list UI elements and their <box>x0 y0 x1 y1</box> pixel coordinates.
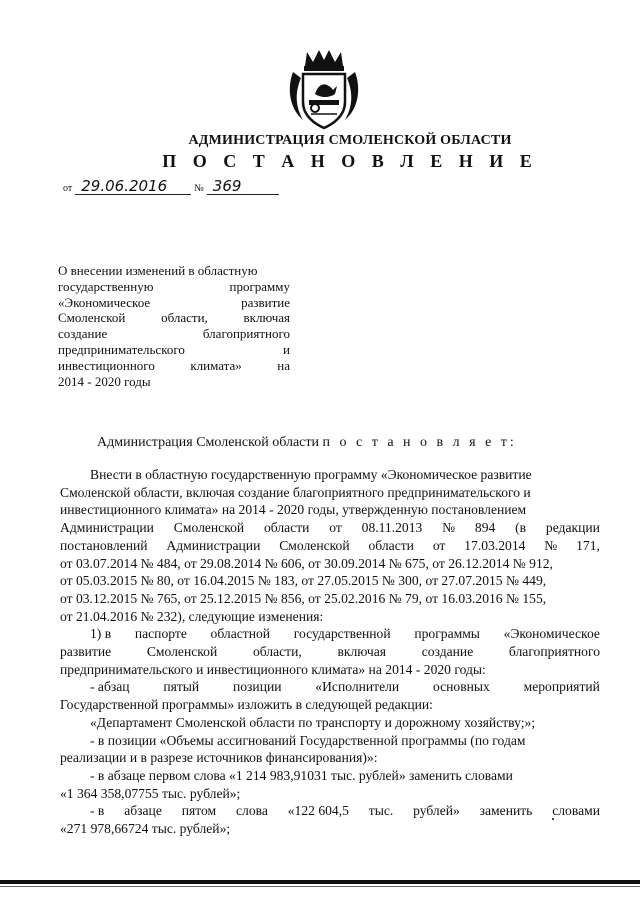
subject-line <box>58 310 290 326</box>
body-line <box>60 767 600 785</box>
body-word: «1 364 358,07755 тыс. рублей»; <box>60 785 241 801</box>
subject-word: инвестиционного <box>58 357 155 373</box>
body-word: 894 <box>474 520 496 536</box>
subject-word: развитие <box>241 294 290 310</box>
subject-word: области, <box>161 310 208 326</box>
subject-line <box>58 342 290 358</box>
body-word: 171, <box>576 537 600 553</box>
body-word: заменить <box>479 803 533 819</box>
body-word: пятом <box>181 803 217 819</box>
body-line <box>60 519 600 537</box>
body-word: «271 978,66724 тыс. рублей»; <box>60 821 231 837</box>
body-word: пятый <box>163 679 200 695</box>
body-word: Администрации <box>166 537 261 553</box>
body-line <box>60 643 600 661</box>
footer-rule <box>0 880 640 884</box>
body-line <box>60 590 600 608</box>
body-word: программы <box>414 626 480 642</box>
body-line <box>60 749 600 767</box>
subject-line <box>58 279 290 295</box>
body-word: «Экономическое <box>503 626 600 642</box>
body-word: Государственной программы» изложить в следующей редакции: <box>60 697 433 713</box>
body-word: государственной <box>293 626 391 642</box>
body-line <box>60 484 600 502</box>
subject-word: и <box>283 341 290 357</box>
date-number-line <box>63 178 279 195</box>
body-word: «Исполнители <box>315 679 400 695</box>
subject-word: благоприятного <box>202 326 290 342</box>
body-word: - в абзаце первом слова «1 214 983,91031 тыс. рублей» заменить словами <box>90 767 513 783</box>
subject-word: «Экономическое <box>58 294 151 310</box>
body-line <box>60 696 600 714</box>
body-line <box>60 732 600 750</box>
scan-speck <box>552 818 554 820</box>
body-word: - абзац <box>90 679 130 695</box>
body-line <box>60 625 600 643</box>
body-line <box>60 661 600 679</box>
body-word: рублей» <box>413 803 460 819</box>
subject-word: создание <box>58 326 108 342</box>
preamble-decree-word: п о с т а н о в л я е т: <box>322 435 517 450</box>
body-word: слова <box>236 803 268 819</box>
body-word: области, <box>252 644 302 660</box>
body-text <box>60 466 600 838</box>
body-word: Смоленской <box>279 537 350 553</box>
body-line <box>60 714 600 732</box>
body-word: основных <box>432 679 490 695</box>
body-word: № <box>544 537 558 553</box>
body-word: области <box>368 537 414 553</box>
body-word: - в позиции «Объемы ассигнований Государственной программы (по годам <box>90 732 526 748</box>
body-line <box>60 537 600 555</box>
body-word: позиции <box>232 679 282 695</box>
body-line <box>60 466 600 484</box>
body-word: Внести в областную государственную программу «Экономическое развитие <box>90 467 532 482</box>
body-word: 08.11.2013 <box>361 520 423 536</box>
number-value: 369 <box>207 178 279 195</box>
document-type: П О С Т А Н О В Л Е Н И Е <box>162 151 538 171</box>
preamble <box>97 435 517 451</box>
body-word: от <box>432 537 446 553</box>
subject-line <box>58 374 290 390</box>
body-word: постановлений <box>60 537 148 553</box>
body-word: Администрации <box>60 520 154 536</box>
body-word: от 03.12.2015 № 765, от 25.12.2015 № 856, от 25.02.2016 № 79, от 16.03.2016 № 155, <box>60 590 547 606</box>
preamble-text: Администрация Смоленской области <box>97 435 320 450</box>
subject-word: на <box>277 357 290 373</box>
body-line <box>60 555 600 573</box>
subject-line <box>58 358 290 374</box>
body-word: областной <box>210 626 271 642</box>
body-word: «122 604,5 <box>287 803 349 819</box>
body-word: словами <box>552 803 600 819</box>
body-word: - в <box>90 803 105 819</box>
organization-name: АДМИНИСТРАЦИЯ СМОЛЕНСКОЙ ОБЛАСТИ <box>188 133 512 148</box>
body-word: № <box>442 520 456 536</box>
date-value: 29.06.2016 <box>75 178 191 195</box>
subject-line <box>58 263 290 279</box>
subject-word: программу <box>229 278 290 294</box>
body-word: Смоленской <box>146 644 218 660</box>
subject-line <box>58 326 290 342</box>
body-word: мероприятий <box>523 679 600 695</box>
body-word: создание <box>421 644 474 660</box>
body-line <box>60 820 600 838</box>
body-word: Смоленской области, включая создание благоприятного предпринимательского и <box>60 484 531 500</box>
body-word: абзаце <box>124 803 162 819</box>
body-word: реализации и в разрезе источников финансирования)»: <box>60 750 378 766</box>
subject-word: Смоленской <box>58 310 126 326</box>
body-word: «Департамент Смоленской области по транспорту и дорожному хозяйству;»; <box>90 714 536 730</box>
number-label: № <box>194 183 204 194</box>
subject-line <box>58 295 290 311</box>
body-word: 17.03.2014 <box>464 537 526 553</box>
body-word: Смоленской <box>173 520 245 536</box>
subject-word: включая <box>243 310 290 326</box>
body-word: включая <box>337 644 387 660</box>
body-word: предпринимательского и инвестиционного климата» на 2014 - 2020 годы: <box>60 661 486 677</box>
body-word: области <box>264 520 310 536</box>
body-word: от <box>329 520 342 536</box>
body-line <box>60 608 600 626</box>
body-line <box>60 802 600 820</box>
body-line <box>60 785 600 803</box>
body-line <box>60 501 600 519</box>
subject-word: предпринимательского <box>58 341 185 357</box>
footer-rule-thin <box>0 886 640 887</box>
body-word: тыс. <box>368 803 394 819</box>
body-line <box>60 572 600 590</box>
body-word: от 21.04.2016 № 232), следующие изменения: <box>60 608 324 624</box>
subject-block <box>58 263 290 389</box>
body-word: инвестиционного климата» на 2014 - 2020 годы, утвержденную постановлением <box>60 502 527 518</box>
subject-word: государственную <box>58 278 154 294</box>
body-word: 1) в <box>90 626 112 642</box>
subject-word: климата» <box>190 357 242 373</box>
body-line <box>60 678 600 696</box>
subject-word: О внесении изменений в областную <box>58 263 258 278</box>
body-word: от 05.03.2015 № 80, от 16.04.2015 № 183, от 27.05.2015 № 300, от 27.07.2015 № 449, <box>60 573 547 589</box>
coat-of-arms-icon <box>285 48 363 130</box>
body-word: развитие <box>60 644 112 660</box>
body-word: (в <box>515 520 527 536</box>
body-word: редакции <box>545 520 600 536</box>
date-label: от <box>63 183 73 194</box>
body-word: благоприятного <box>508 644 600 660</box>
subject-word: 2014 - 2020 годы <box>58 373 151 389</box>
body-word: от 03.07.2014 № 484, от 29.08.2014 № 606, от 30.09.2014 № 675, от 26.12.2014 № 912, <box>60 555 553 571</box>
body-word: паспорте <box>134 626 187 642</box>
